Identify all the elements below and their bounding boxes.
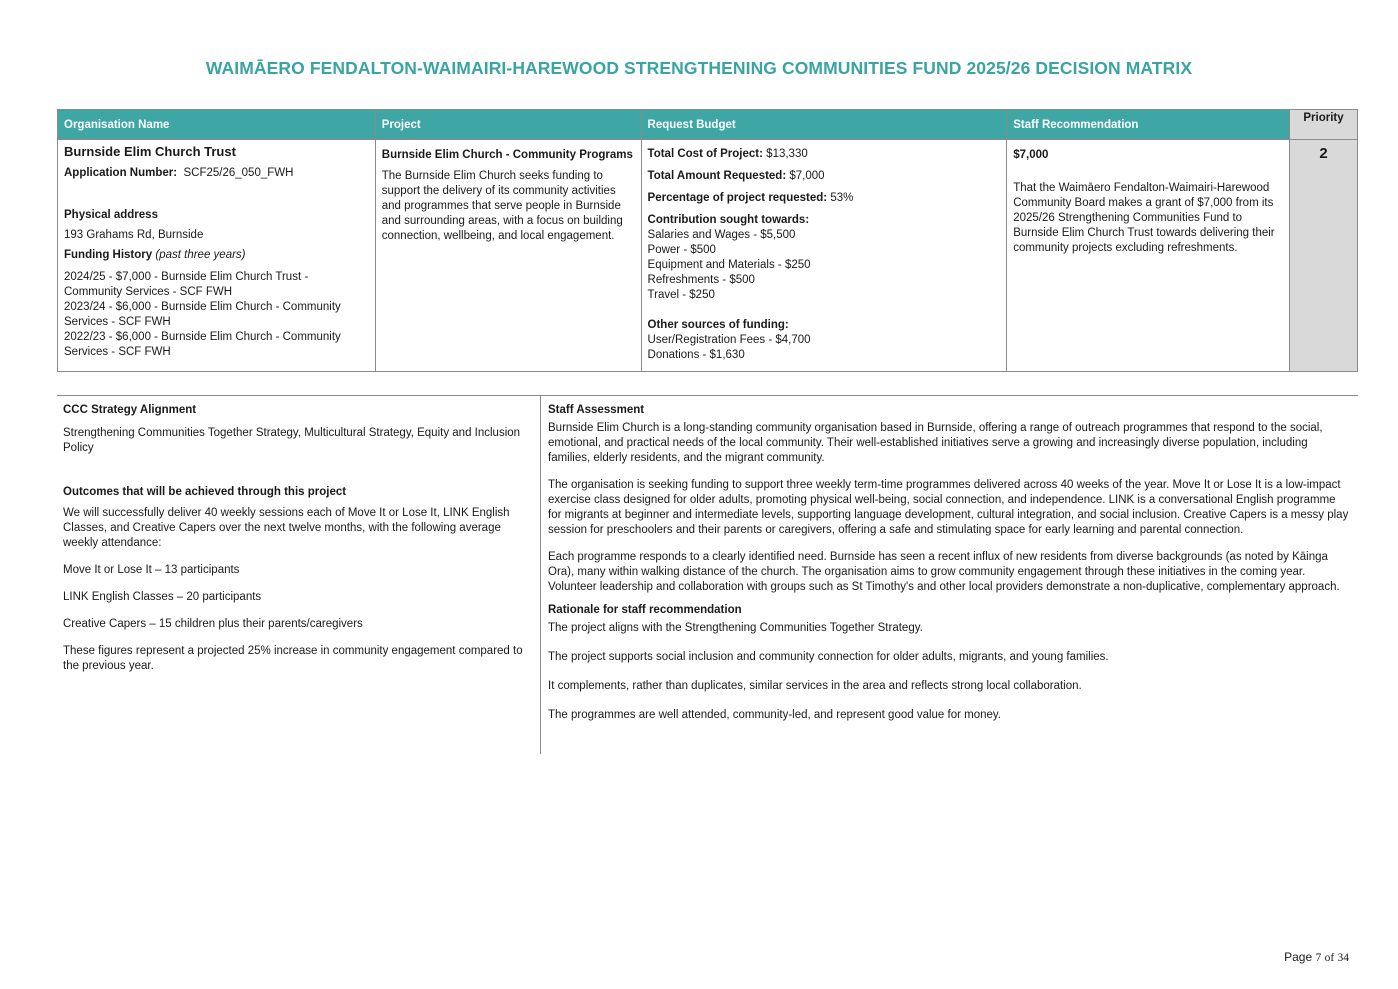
- application-number: Application Number: SCF25/26_050_FWH: [64, 167, 294, 179]
- percentage-requested: Percentage of project requested: 53%: [647, 192, 854, 204]
- strategy-heading: CCC Strategy Alignment: [63, 404, 197, 416]
- project-title: Burnside Elim Church - Community Programs: [381, 149, 633, 161]
- priority-cell: [1289, 140, 1357, 372]
- total-requested: Total Amount Requested: $7,000: [647, 170, 825, 182]
- page-title: WAIMĀERO FENDALTON-WAIMAIRI-HAREWOOD STRENGTHENING COMMUNITIES FUND 2025/26 DECISION MATRIX: [205, 58, 1193, 78]
- other-source-item: User/Registration Fees - $4,700: [647, 334, 811, 346]
- strategy-text: Strengthening Communities Together Strategy, Multicultural Strategy, Equity and Inclusion Policy: [63, 427, 521, 454]
- rationale-point: It complements, rather than duplicates, similar services in the area and reflects strong local collaboration.: [548, 680, 1082, 692]
- organisation-cell: [58, 140, 376, 372]
- rationale-heading: Rationale for staff recommendation: [548, 604, 742, 616]
- outcome-item: Move It or Lose It – 13 participants: [63, 564, 240, 576]
- staff-assessment-column: [542, 396, 1358, 754]
- funding-history-item: 2023/24 - $6,000 - Burnside Elim Church - Community Services - SCF FWH: [64, 301, 341, 328]
- decision-matrix-table: [57, 109, 1358, 372]
- strategy-outcomes-column: [57, 396, 541, 754]
- budget-cell: [641, 140, 1007, 372]
- contribution-item: Equipment and Materials - $250: [647, 259, 811, 271]
- address-label: Physical address: [64, 209, 158, 221]
- header-priority: Priority: [1289, 110, 1357, 140]
- page-number-footer: Page 7 of 34: [1284, 950, 1349, 964]
- total-cost: Total Cost of Project: $13,330: [647, 148, 808, 160]
- priority-value: 2: [1319, 145, 1328, 162]
- assessment-paragraph: The organisation is seeking funding to support three weekly term-time programmes delivered across 40 weeks of the year. Move It or Lose It is a low-impact exercise class designed for older adults, promoting physical well-being, social connection, and independence. LINK is a conversational English programme for migrants at beginner and intermediate levels, supporting language development, cultural integration, and social inclusion. Creative Capers is a messy play session for preschoolers and their parents or caregivers, offering a safe and stimulating space for early learning and parental connection.: [548, 479, 1349, 536]
- assessment-paragraph: Each programme responds to a clearly identified need. Burnside has seen a recent influx of new residents from diverse backgrounds (as noted by Kāinga Ora), many within walking distance of the church. The organisation aims to grow community engagement through these initiatives in the coming year. Volunteer leadership and collaboration with groups such as St Timothy's and other local providers demonstrate a non-duplicative, complementary approach.: [548, 551, 1340, 593]
- contribution-item: Power - $500: [647, 244, 716, 256]
- recommendation-text: That the Waimāero Fendalton-Waimairi-Harewood Community Board makes a grant of $7,000 from its 2025/26 Strengthening Communities Fund to Burnside Elim Church Trust towards delivering their community projects excluding refreshments.: [1013, 182, 1275, 254]
- assessment-paragraph: Burnside Elim Church is a long-standing community organisation based in Burnside, offering a range of outreach programmes that respond to the social, emotional, and practical needs of the local community. Their well-established initiatives serve a growing and increasingly diverse population, including families, elderly residents, and the migrant community.: [548, 422, 1323, 464]
- funding-history-item: 2024/25 - $7,000 - Burnside Elim Church Trust - Community Services - SCF FWH: [64, 271, 309, 298]
- other-source-item: Donations - $1,630: [647, 349, 745, 361]
- header-budget: Request Budget: [641, 110, 1007, 140]
- funding-history-heading: Funding History (past three years): [64, 249, 246, 261]
- outcomes-heading: Outcomes that will be achieved through this project: [63, 486, 347, 498]
- outcomes-intro: We will successfully deliver 40 weekly sessions each of Move It or Lose It, LINK English Classes, and Creative Capers over the next twelve months, with the following average weekly attendance:: [63, 507, 510, 549]
- other-sources-label: Other sources of funding:: [647, 319, 789, 331]
- rationale-point: The project supports social inclusion and community connection for older adults, migrants, and young families.: [548, 651, 1109, 663]
- rationale-point: The project aligns with the Strengthening Communities Together Strategy.: [548, 622, 923, 634]
- address-value: 193 Grahams Rd, Burnside: [64, 229, 204, 241]
- header-staff-recommendation: Staff Recommendation: [1007, 110, 1290, 140]
- table-row: [58, 140, 1358, 372]
- contribution-item: Salaries and Wages - $5,500: [647, 229, 796, 241]
- outcome-item: LINK English Classes – 20 participants: [63, 591, 262, 603]
- staff-recommendation-cell: [1007, 140, 1290, 372]
- recommended-amount: $7,000: [1013, 149, 1049, 161]
- header-project: Project: [375, 110, 641, 140]
- contribution-label: Contribution sought towards:: [647, 214, 810, 226]
- header-organisation: Organisation Name: [58, 110, 376, 140]
- organisation-name: Burnside Elim Church Trust: [64, 144, 236, 159]
- outcome-item: Creative Capers – 15 children plus their parents/caregivers: [63, 618, 363, 630]
- project-description: The Burnside Elim Church seeks funding to support the delivery of its community activities and programmes that serve people in Burnside and surrounding areas, with a focus on building connection, wellbeing, and local engagement.: [381, 170, 623, 242]
- contribution-item: Travel - $250: [647, 289, 715, 301]
- assessment-heading: Staff Assessment: [548, 404, 645, 416]
- outcomes-summary: These figures represent a projected 25% increase in community engagement compared to the previous year.: [63, 645, 523, 672]
- funding-history-item: 2022/23 - $6,000 - Burnside Elim Church - Community Services - SCF FWH: [64, 331, 341, 358]
- project-cell: [375, 140, 641, 372]
- rationale-point: The programmes are well attended, community-led, and represent good value for money.: [548, 709, 1001, 721]
- assessment-section: [57, 395, 1358, 754]
- contribution-item: Refreshments - $500: [647, 274, 755, 286]
- table-header-row: [58, 110, 1358, 140]
